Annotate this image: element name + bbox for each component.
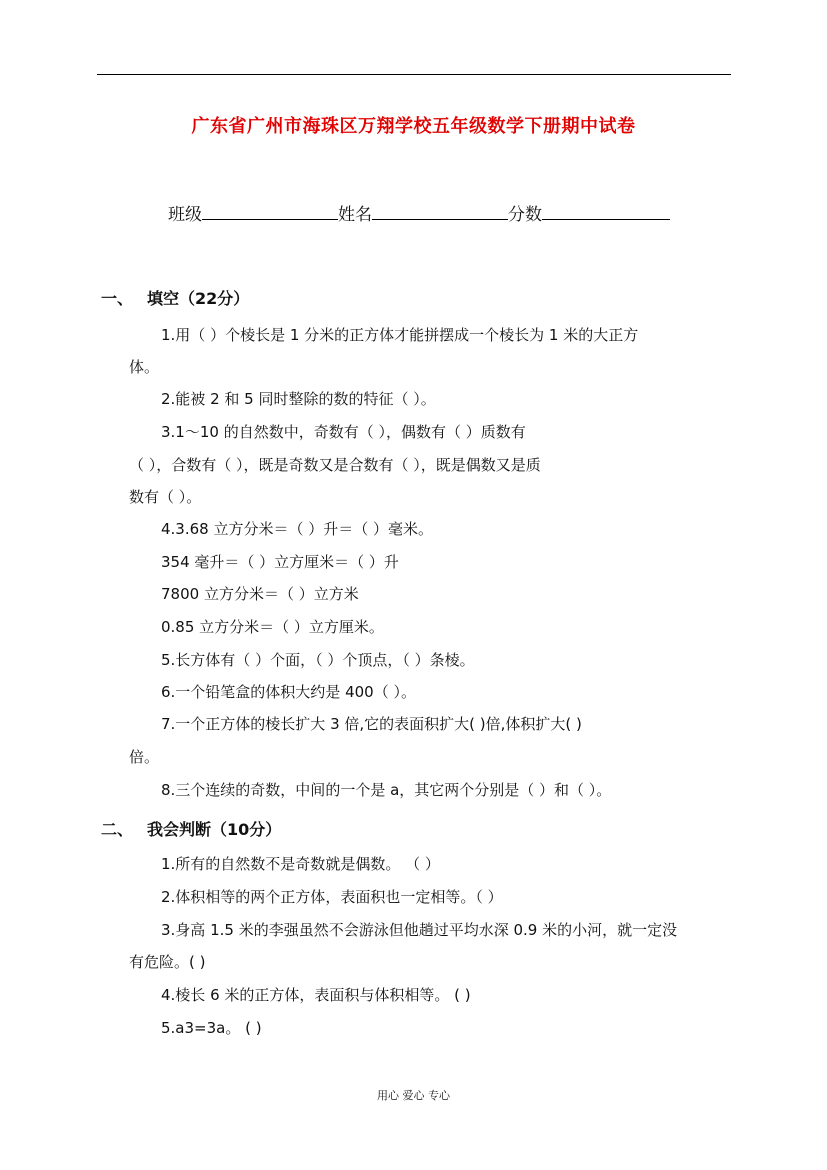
page-footer: 用心 爱心 专心 [377,1089,450,1102]
question-line: 7.一个正方体的棱长扩大 3 倍,它的表面积扩大( )倍,体积扩大( ) [161,715,582,733]
class-label: 班级 [168,205,202,225]
section-number: 二、 [101,820,134,839]
section-number: 一、 [101,289,134,308]
question-line: 6.一个铅笔盒的体积大约是 400（ ）。 [161,683,416,701]
question-line: 数有（ ）。 [129,488,202,506]
section-title: 我会判断（10分） [147,820,282,839]
question-line: 1.所有的自然数不是奇数就是偶数。 （ ） [161,855,440,873]
name-blank[interactable] [372,201,508,220]
section-title: 填空（22分） [147,289,250,308]
question-line: 4.3.68 立方分米＝（ ）升＝（ ）毫米。 [161,520,434,538]
score-label: 分数 [508,205,542,225]
score-blank[interactable] [542,201,670,220]
question-line: 5.a3=3a。 ( ) [161,1019,262,1037]
question-line: 0.85 立方分米＝（ ）立方厘米。 [161,618,384,636]
question-line: 8.三个连续的奇数，中间的一个是 a，其它两个分别是（ ）和（ ）。 [161,781,612,799]
question-line: 1.用（ ）个棱长是 1 分米的正方体才能拼摆成一个棱长为 1 米的大正方 [161,326,639,344]
question-line: 3.1～10 的自然数中，奇数有（ ），偶数有（ ）质数有 [161,423,526,441]
question-line: 2.体积相等的两个正方体，表面积也一定相等。（ ） [161,888,503,906]
header-rule [97,74,731,75]
page-title: 广东省广州市海珠区万翔学校五年级数学下册期中试卷 [191,116,636,137]
name-label: 姓名 [338,205,372,225]
question-line: 4.棱长 6 米的正方体，表面积与体积相等。 ( ) [161,986,471,1004]
question-line: 3.身高 1.5 米的李强虽然不会游泳但他趟过平均水深 0.9 米的小河，就一定没 [161,921,678,939]
section-heading-judgement [101,817,281,840]
question-line: 2.能被 2 和 5 同时整除的数的特征（ ）。 [161,390,436,408]
question-line: 有危险。( ) [129,953,206,971]
class-blank[interactable] [202,201,338,220]
question-line: （ ），合数有（ ），既是奇数又是合数有（ ），既是偶数又是质 [129,456,541,474]
question-line: 354 毫升＝（ ）立方厘米＝（ ）升 [161,553,399,571]
question-line: 5.长方体有（ ）个面，（ ）个顶点，（ ）条棱。 [161,651,475,669]
section-heading-fill-in [101,286,249,309]
question-line: 7800 立方分米＝（ ）立方米 [161,585,359,603]
student-info-row [168,200,670,225]
question-line: 体。 [129,358,160,376]
question-line: 倍。 [129,748,160,766]
